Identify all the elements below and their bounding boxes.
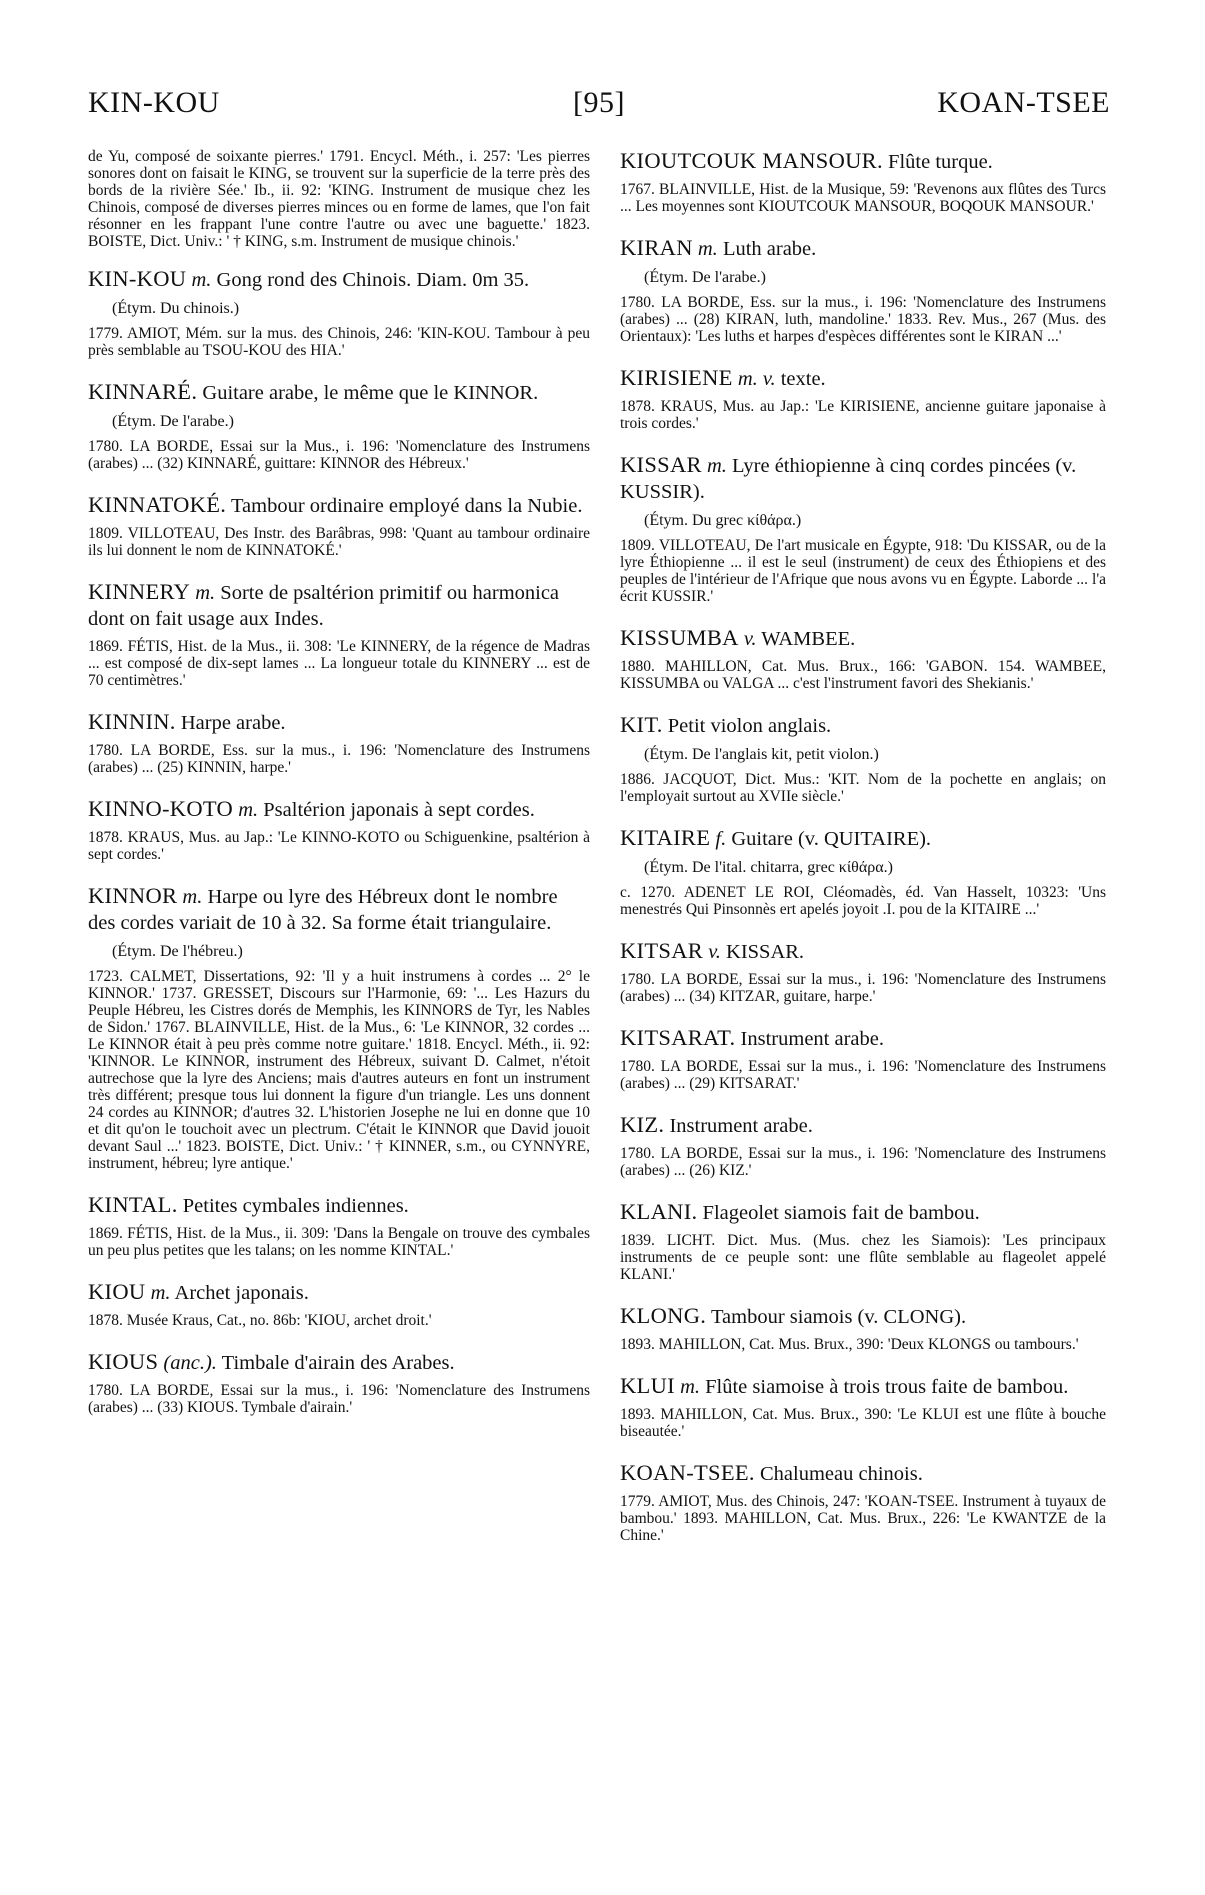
definition: Timbale d'airain des Arabes. <box>221 1352 455 1374</box>
citations: 1878. KRAUS, Mus. au Jap.: 'Le KIRISIENE, ancienne guitare japonaise à trois cordes.' <box>620 398 1106 432</box>
entry-heading <box>88 1279 590 1306</box>
etymology: (Étym. De l'hébreu.) <box>112 943 243 960</box>
citations: 1869. FÉTIS, Hist. de la Mus., ii. 308: 'Le KINNERY, de la régence de Madras ... est composé de dix-sept lames ... La longueur totale du KINNERY ... est de 70 centimètres.' <box>88 638 590 689</box>
headword: KITSAR <box>620 938 704 963</box>
grammar-label: v. <box>708 941 721 963</box>
definition: Flûte turque. <box>888 151 993 173</box>
etymology: (Étym. De l'arabe.) <box>644 269 766 286</box>
definition: Guitare arabe, le même que le KINNOR. <box>202 382 539 404</box>
citations: 1893. MAHILLON, Cat. Mus. Brux., 390: 'Deux KLONGS ou tambours.' <box>620 1336 1079 1353</box>
definition: Tambour siamois (v. CLONG). <box>710 1306 967 1328</box>
entry-heading <box>620 1373 1106 1400</box>
headword: KINNO-KOTO <box>88 796 234 821</box>
header-left-guideword: KIN-KOU <box>88 86 220 119</box>
entry-heading <box>620 365 1106 392</box>
page-number: [95] <box>573 86 625 119</box>
entry-heading <box>88 492 590 519</box>
headword: KIRISIENE <box>620 365 733 390</box>
dictionary-entry <box>620 235 1106 345</box>
entry-heading <box>88 379 590 406</box>
definition: Petit violon anglais. <box>667 715 832 737</box>
entry-heading <box>620 452 1106 505</box>
definition: Gong rond des Chinois. Diam. 0m 35. <box>216 269 530 291</box>
citations: 1878. Musée Kraus, Cat., no. 86b: 'KIOU, archet droit.' <box>88 1312 432 1329</box>
entry-heading <box>620 1112 1106 1139</box>
entry-heading <box>88 709 590 736</box>
dictionary-entry <box>88 492 590 559</box>
grammar-label: m. <box>182 886 203 908</box>
grammar-label: m. <box>697 238 718 260</box>
dictionary-entry <box>88 1279 590 1329</box>
headword: KINTAL. <box>88 1192 178 1217</box>
headword: KIRAN <box>620 235 693 260</box>
grammar-label: m. <box>195 582 216 604</box>
definition: Flageolet siamois fait de bambou. <box>702 1202 980 1224</box>
entry-heading <box>620 1199 1106 1226</box>
dictionary-entry <box>620 1303 1106 1353</box>
running-header <box>88 86 1110 136</box>
definition: Flûte siamoise à trois trous faite de bambou. <box>705 1376 1069 1398</box>
citations: 1809. VILLOTEAU, Des Instr. des Barâbras, 998: 'Quant au tambour ordinaire ils lui donnent le nom de KINNATOKÉ.' <box>88 525 590 559</box>
dictionary-entry <box>620 1025 1106 1092</box>
headword: KINNERY <box>88 579 191 604</box>
definition: WAMBEE. <box>761 628 856 650</box>
dictionary-entry <box>88 1349 590 1416</box>
dictionary-entry <box>620 1112 1106 1179</box>
definition: Archet japonais. <box>174 1282 309 1304</box>
dictionary-entry <box>620 938 1106 1005</box>
definition: KISSAR. <box>726 941 805 963</box>
dictionary-entry <box>88 796 590 863</box>
headword: KIOUTCOUK MANSOUR. <box>620 148 883 173</box>
entry-heading <box>88 883 590 936</box>
definition: texte. <box>780 368 826 390</box>
entry-heading <box>620 148 1106 175</box>
entry-heading <box>620 1460 1106 1487</box>
dictionary-entry <box>88 266 590 359</box>
grammar-label: m. <box>680 1376 700 1398</box>
definition: Chalumeau chinois. <box>759 1463 923 1485</box>
definition: Tambour ordinaire employé dans la Nubie. <box>230 495 583 517</box>
grammar-label: m. <box>191 269 212 291</box>
citations: 1878. KRAUS, Mus. au Jap.: 'Le KINNO-KOTO ou Schiguenkine, psaltérion à sept cordes.' <box>88 829 590 863</box>
headword: KISSUMBA <box>620 625 739 650</box>
grammar-label: f. <box>715 828 727 850</box>
entry-heading <box>620 625 1106 652</box>
citations: 1809. VILLOTEAU, De l'art musicale en Égypte, 918: 'Du KISSAR, ou de la lyre Éthiopienne ... il est le seul (instrument) de ceux des Éthiopiens et des peuples de l'intérieur de l'Afrique que nous avons vu en Égypte. Laborde ... l'a écrit KUSSIR.' <box>620 537 1106 605</box>
etymology: (Étym. De l'arabe.) <box>112 413 234 430</box>
continuation-text: de Yu, composé de soixante pierres.' 1791. Encycl. Méth., i. 257: 'Les pierres sonores dont on faisait le KING, se trouvent sur la superficie de la terre près des bords de la rivière Sée.' Ib., ii. 92: 'KING. Instrument de musique chez les Chinois, composé de diverses pierres minces ou en forme de lames, que l'on fait résonner en les frappant l'une contre l'autre ou avec une baguette.' 1823. BOISTE, Dict. Univ.: ' † KING, s.m. Instrument de musique chinois.' <box>88 148 590 250</box>
definition: Luth arabe. <box>722 238 817 260</box>
definition: Lyre éthiopienne à cinq cordes pincées (v. KUSSIR). <box>620 455 1077 503</box>
dictionary-entry <box>88 579 590 689</box>
citations: 1869. FÉTIS, Hist. de la Mus., ii. 309: 'Dans la Bengale on trouve des cymbales un peu plus petites que les talans; on les nomme KINTAL.' <box>88 1225 590 1259</box>
left-column <box>88 148 590 1436</box>
citations: 1839. LICHT. Dict. Mus. (Mus. chez les Siamois): 'Les principaux instruments de ce peuple sont: une flûte semblable au flageolet appelé KLANI.' <box>620 1232 1106 1283</box>
headword: KISSAR <box>620 452 702 477</box>
entry-heading <box>88 1192 590 1219</box>
citations: 1780. LA BORDE, Essai sur la mus., i. 196: 'Nomenclature des Instrumens (arabes) ... (33) KIOUS. Tymbale d'airain.' <box>88 1382 590 1416</box>
definition: Sorte de psaltérion primitif ou harmonica dont on fait usage aux Indes. <box>88 582 560 630</box>
definition: Instrument arabe. <box>740 1028 884 1050</box>
header-right-guideword: KOAN-TSEE <box>937 86 1110 119</box>
dictionary-entry <box>620 625 1106 692</box>
citations: 1723. CALMET, Dissertations, 92: 'Il y a huit instrumens à cordes ... 2° le KINNOR.' 1737. GRESSET, Discours sur l'Harmonie, 69: '... Les Hazurs du Peuple Hébreu, les Cistres dorés de Memphis, les KINNORS de Tyr, les Nables de Sidon.' 1767. BLAINVILLE, Hist. de la Mus., 6: 'Le KINNOR, 32 cordes ... Le KINNOR était à peu près comme notre guitare.' 1818. Encycl. Méth., ii. 92: 'KINNOR. Le KINNOR, instrument des Hébreux, suivant D. Calmet, n'étoit autrechose que la lyre des Anciens; mais d'autres auteurs en font un instrument très différent; presque tous lui donnent la figure d'un triangle. Les uns donnent 24 cordes au KINNOR; d'autres 32. L'historien Josephe ne lui en donne que 10 et dit qu'on le touchoit avec un plectrum. C'était le KINNOR que David jouoit devant Saul ...' 1823. BOISTE, Dict. Univ.: ' † KINNER, s.m., ou CYNNYRE, instrument, hébreu; lyre antique.' <box>88 968 590 1172</box>
entry-heading <box>88 1349 590 1376</box>
definition: Petites cymbales indiennes. <box>182 1195 409 1217</box>
dictionary-entry <box>88 709 590 776</box>
grammar-label: m. <box>238 799 259 821</box>
citations: 1780. LA BORDE, Essai sur la mus., i. 196: 'Nomenclature des Instrumens (arabes) ... (34) KITZAR, guitare, harpe.' <box>620 971 1106 1005</box>
headword: KINNIN. <box>88 709 176 734</box>
etymology: (Étym. De l'anglais kit, petit violon.) <box>644 746 879 763</box>
dictionary-entry <box>620 452 1106 605</box>
headword: KLONG. <box>620 1303 707 1328</box>
headword: KLUI <box>620 1373 675 1398</box>
dictionary-entry <box>620 1199 1106 1283</box>
headword: KINNARÉ. <box>88 379 198 404</box>
grammar-label: (anc.). <box>163 1352 217 1374</box>
etymology: (Étym. De l'ital. chitarra, grec κίθάρα.) <box>644 859 893 876</box>
citations: 1886. JACQUOT, Dict. Mus.: 'KIT. Nom de la pochette en anglais; on l'employait surtout au XVIIe siècle.' <box>620 771 1106 805</box>
dictionary-entry <box>620 825 1106 918</box>
headword: KITAIRE <box>620 825 711 850</box>
definition: Harpe ou lyre des Hébreux dont le nombre des cordes variait de 10 à 32. Sa forme était triangulaire. <box>88 886 558 934</box>
definition: Psaltérion japonais à sept cordes. <box>263 799 535 821</box>
dictionary-entry <box>620 712 1106 805</box>
dictionary-entry <box>88 379 590 472</box>
dictionary-entry <box>620 148 1106 215</box>
dictionary-entry <box>88 1192 590 1259</box>
definition: Guitare (v. QUITAIRE). <box>731 828 932 850</box>
citations: 1780. LA BORDE, Essai sur la mus., i. 196: 'Nomenclature des Instrumens (arabes) ... (26) KIZ.' <box>620 1145 1106 1179</box>
etymology: (Étym. Du grec κίθάρα.) <box>644 512 802 529</box>
grammar-label: m. <box>150 1282 171 1304</box>
headword: KLANI. <box>620 1199 698 1224</box>
grammar-label: v. <box>743 628 757 650</box>
entry-heading <box>88 796 590 823</box>
entry-heading <box>620 1025 1106 1052</box>
citations: 1767. BLAINVILLE, Hist. de la Musique, 59: 'Revenons aux flûtes des Turcs ... Les moyennes sont KIOUTCOUK MANSOUR, BOQOUK MANSOUR.' <box>620 181 1106 215</box>
entry-heading <box>620 1303 1106 1330</box>
citations: 1880. MAHILLON, Cat. Mus. Brux., 166: 'GABON. 154. WAMBEE, KISSUMBA ou VALGA ... c'est l'instrument favori des Shekianis.' <box>620 658 1106 692</box>
entry-heading <box>620 938 1106 965</box>
citations: 1779. AMIOT, Mém. sur la mus. des Chinois, 246: 'KIN-KOU. Tambour à peu près semblable au TSOU-KOU des HIA.' <box>88 325 590 359</box>
etymology: (Étym. Du chinois.) <box>112 300 240 317</box>
citations: 1893. MAHILLON, Cat. Mus. Brux., 390: 'Le KLUI est une flûte à bouche biseautée.' <box>620 1406 1106 1440</box>
grammar-label: m. <box>706 455 727 477</box>
dictionary-entry <box>620 365 1106 432</box>
headword: KIT. <box>620 712 663 737</box>
headword: KIN-KOU <box>88 266 187 291</box>
headword: KOAN-TSEE. <box>620 1460 755 1485</box>
headword: KITSARAT. <box>620 1025 736 1050</box>
entry-heading <box>88 579 590 632</box>
citations: 1780. LA BORDE, Ess. sur la mus., i. 196: 'Nomenclature des Instrumens (arabes) ... (28) KIRAN, luth, mandoline.' 1833. Rev. Mus., 267 (Mus. des Orientaux): 'Les luths et harpes d'espèces différentes sont le KIRAN ...' <box>620 294 1106 345</box>
definition: Instrument arabe. <box>669 1115 813 1137</box>
entry-heading <box>620 235 1106 262</box>
dictionary-entry <box>88 883 590 1172</box>
citations: 1780. LA BORDE, Essai sur la Mus., i. 196: 'Nomenclature des Instrumens (arabes) ... (32) KINNARÉ, guittare: KINNOR des Hébreux.' <box>88 438 590 472</box>
headword: KINNOR <box>88 883 178 908</box>
right-column <box>620 148 1106 1564</box>
entry-heading <box>620 825 1106 852</box>
citations: 1780. LA BORDE, Ess. sur la mus., i. 196: 'Nomenclature des Instrumens (arabes) ... (25) KINNIN, harpe.' <box>88 742 590 776</box>
entry-heading <box>620 712 1106 739</box>
citations: 1779. AMIOT, Mus. des Chinois, 247: 'KOAN-TSEE. Instrument à tuyaux de bambou.' 1893. MAHILLON, Cat. Mus. Brux., 226: 'Le KWANTZE de la Chine.' <box>620 1493 1106 1544</box>
definition: Harpe arabe. <box>180 712 286 734</box>
dictionary-entry <box>620 1460 1106 1544</box>
entry-heading <box>88 266 590 293</box>
headword: KIOUS <box>88 1349 159 1374</box>
citations: 1780. LA BORDE, Essai sur la mus., i. 196: 'Nomenclature des Instrumens (arabes) ... (29) KITSARAT.' <box>620 1058 1106 1092</box>
grammar-label: m. v. <box>737 368 776 390</box>
headword: KINNATOKÉ. <box>88 492 227 517</box>
dictionary-entry <box>620 1373 1106 1440</box>
citations: c. 1270. ADENET LE ROI, Cléomadès, éd. Van Hasselt, 10323: 'Uns menestrés Qui Pinsonnès ert apelés joyoit .I. pou de la KITAIRE ...' <box>620 884 1106 918</box>
headword: KIZ. <box>620 1112 665 1137</box>
headword: KIOU <box>88 1279 146 1304</box>
